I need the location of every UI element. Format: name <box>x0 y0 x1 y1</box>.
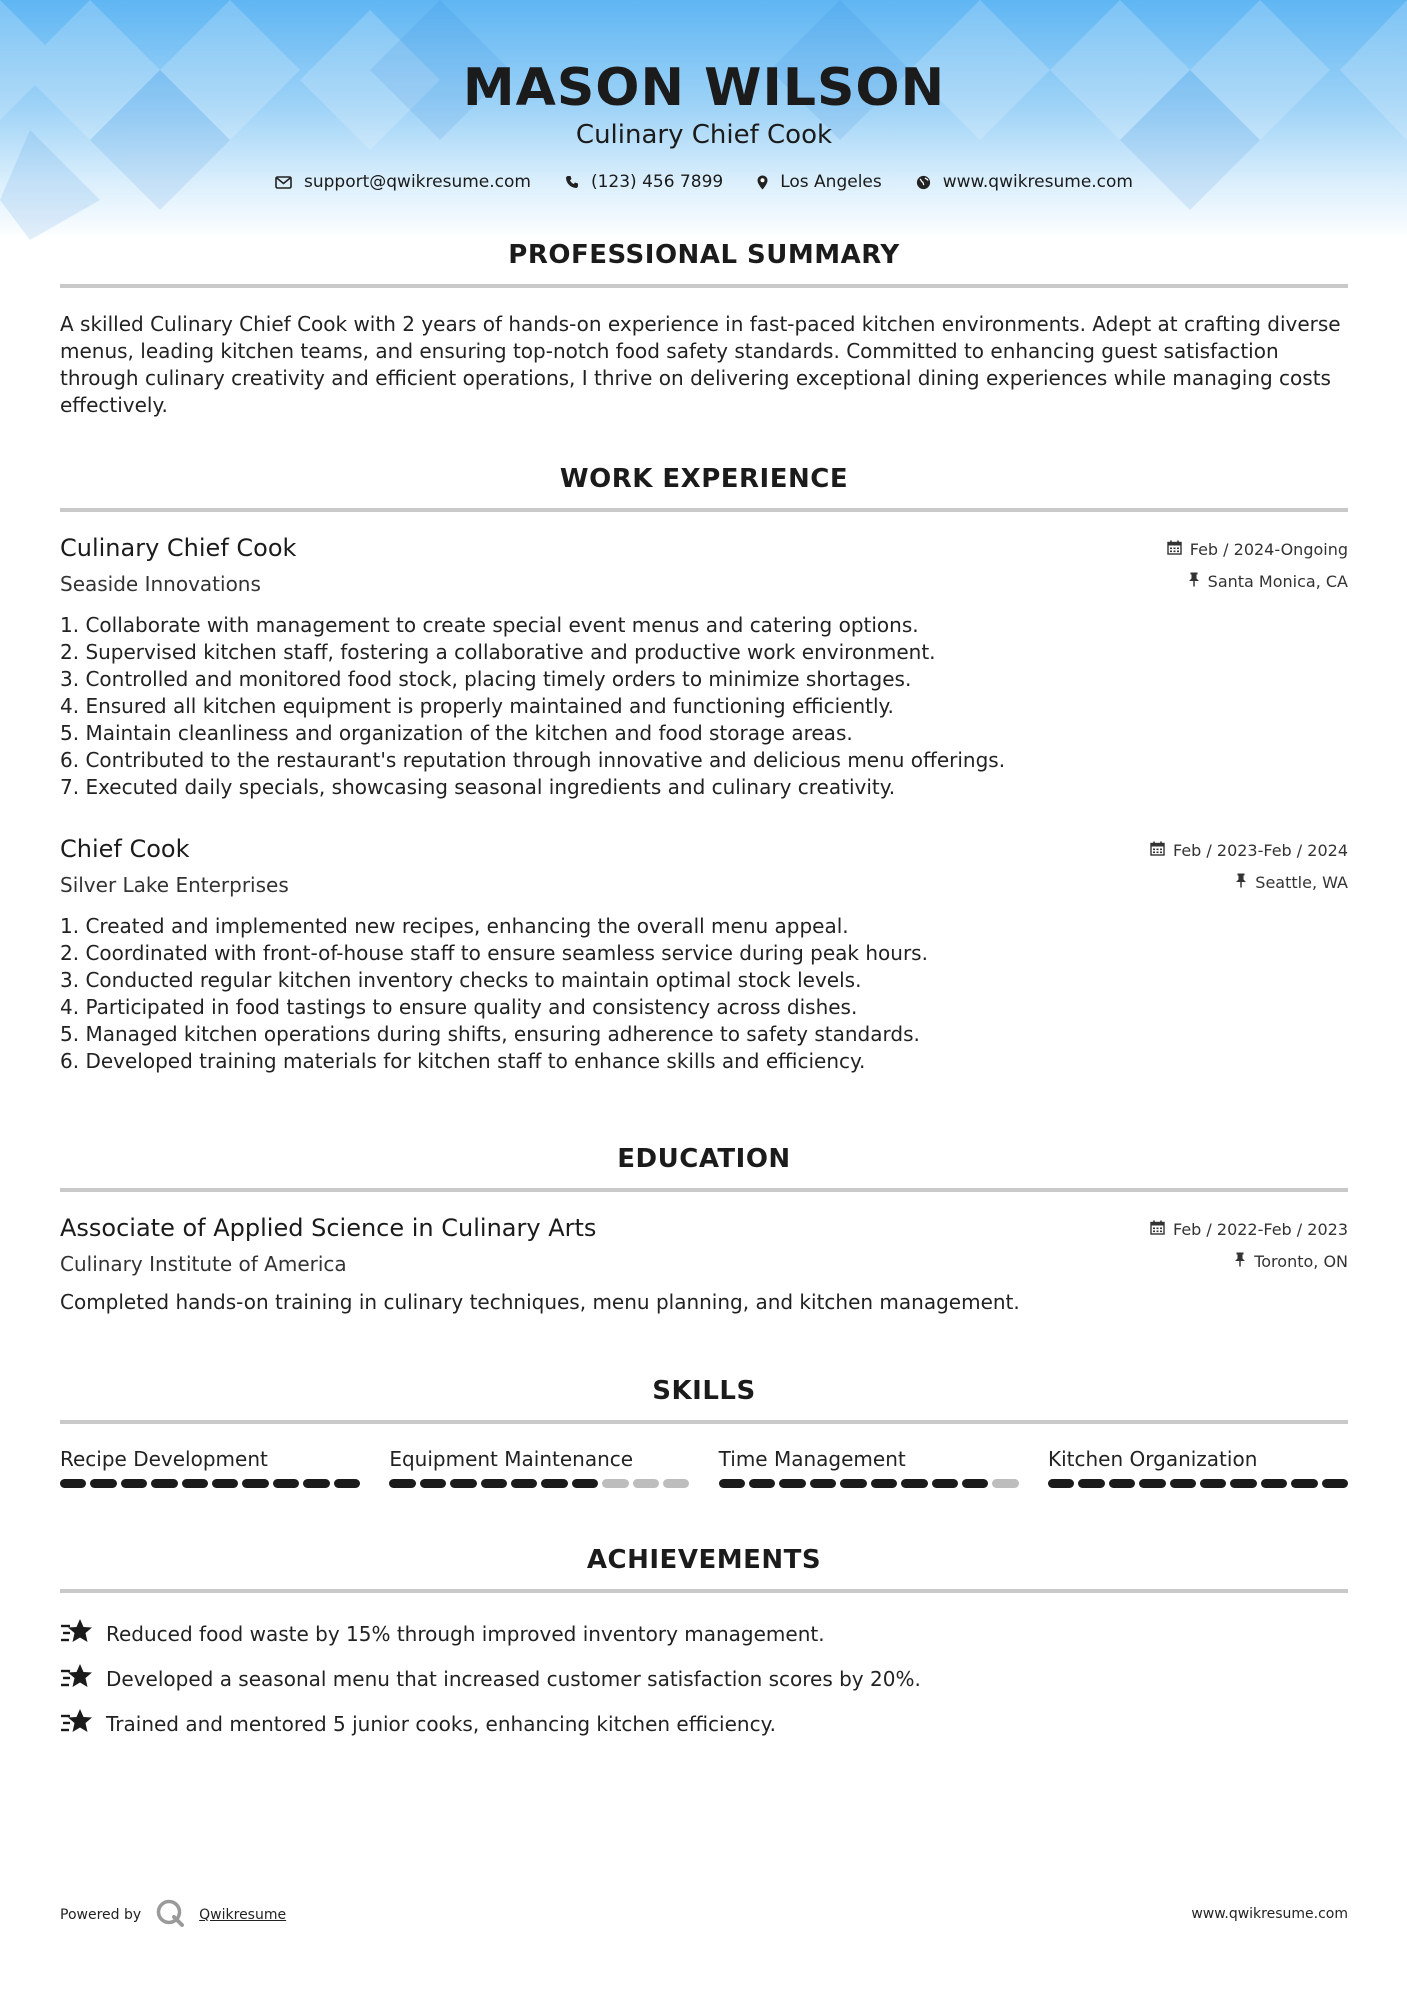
skills-divider <box>60 1420 1348 1424</box>
contact-location <box>757 172 882 192</box>
skill-segment-filled <box>273 1479 299 1488</box>
education-location <box>1234 1252 1348 1271</box>
skill-segment-filled <box>303 1479 329 1488</box>
skill-level-bar <box>389 1479 689 1488</box>
skill-segment-filled <box>1322 1479 1348 1488</box>
powered-by-label: Powered by <box>60 1907 142 1923</box>
qwikresume-link[interactable]: Qwikresume <box>199 1907 287 1923</box>
contact-email[interactable] <box>275 172 531 192</box>
globe-icon <box>916 175 931 190</box>
pushpin-icon <box>1234 1252 1246 1271</box>
job-bullet: 5. Maintain cleanliness and organization of the kitchen and food storage areas. <box>60 721 853 745</box>
contact-bar <box>60 172 1348 192</box>
job-title: Culinary Chief Cook <box>60 534 297 562</box>
skill-item <box>389 1447 689 1488</box>
job-date-text: Feb / 2024-Ongoing <box>1189 540 1348 559</box>
skill-segment-filled <box>242 1479 268 1488</box>
achievement-text: Developed a seasonal menu that increased customer satisfaction scores by 20%. <box>106 1666 921 1691</box>
education-location-text: Toronto, ON <box>1254 1252 1348 1271</box>
calendar-icon <box>1150 1220 1165 1239</box>
job-bullet: 7. Executed daily specials, showcasing seasonal ingredients and culinary creativity. <box>60 775 896 799</box>
skill-segment-filled <box>420 1479 446 1488</box>
skill-name: Time Management <box>718 1447 906 1471</box>
school-name: Culinary Institute of America <box>60 1252 347 1276</box>
skill-segment-filled <box>212 1479 238 1488</box>
map-pin-icon <box>757 175 768 190</box>
skill-item <box>60 1447 360 1488</box>
job-date-text: Feb / 2023-Feb / 2024 <box>1173 841 1348 860</box>
skill-segment-filled <box>1139 1479 1165 1488</box>
achievements-divider <box>60 1589 1348 1593</box>
job-bullet: 4. Participated in food tastings to ensure quality and consistency across dishes. <box>60 995 858 1019</box>
job-bullet: 2. Coordinated with front-of-house staff to ensure seamless service during peak hours. <box>60 941 928 965</box>
achievement-text: Reduced food waste by 15% through improved inventory management. <box>106 1621 825 1646</box>
job-bullets <box>60 913 928 1075</box>
skill-segment-filled <box>1291 1479 1317 1488</box>
skill-item <box>719 1447 1019 1488</box>
skill-segment-filled <box>511 1479 537 1488</box>
job-title: Chief Cook <box>60 835 190 863</box>
envelope-icon <box>275 176 292 189</box>
skill-segment-filled <box>1109 1479 1135 1488</box>
skill-segment-filled <box>871 1479 897 1488</box>
job-bullet: 4. Ensured all kitchen equipment is properly maintained and functioning efficiently. <box>60 694 894 718</box>
calendar-icon <box>1150 841 1165 860</box>
qwikresume-logo-icon <box>155 1898 185 1932</box>
job-bullet: 2. Supervised kitchen staff, fostering a collaborative and productive work environment. <box>60 640 936 664</box>
contact-email-text: support@qwikresume.com <box>304 172 531 192</box>
skill-level-bar <box>60 1479 360 1488</box>
contact-phone-text: (123) 456 7899 <box>590 172 724 192</box>
skill-segment-filled <box>962 1479 988 1488</box>
calendar-icon <box>1167 540 1182 559</box>
summary-text: A skilled Culinary Chief Cook with 2 years of hands-on experience in fast-paced kitchen environments. Adept at crafting diverse menus, leading kitchen teams, and ensuring top-notch food safety standards. Committed to enhancing guest satisfaction through culinary creativity and efficient operations, I thrive on delivering exceptional dining experiences while managing costs effectively. <box>60 312 1341 417</box>
skill-item <box>1048 1447 1348 1488</box>
pushpin-icon <box>1235 873 1247 892</box>
education-description: Completed hands-on training in culinary techniques, menu planning, and kitchen management. <box>60 1290 1020 1314</box>
job-bullet: 6. Developed training materials for kitchen staff to enhance skills and efficiency. <box>60 1049 866 1073</box>
skill-segment-filled <box>749 1479 775 1488</box>
job-bullets <box>60 612 1005 801</box>
skills-heading: SKILLS <box>652 1376 756 1406</box>
phone-icon <box>565 175 579 189</box>
job-location <box>1235 873 1348 892</box>
job-location <box>1188 572 1348 591</box>
candidate-name: MASON WILSON <box>462 58 946 118</box>
skill-segment-filled <box>334 1479 360 1488</box>
job-date <box>1167 540 1348 559</box>
education-date <box>1150 1220 1348 1239</box>
skill-level-bar <box>1048 1479 1348 1488</box>
skill-name: Equipment Maintenance <box>389 1447 634 1471</box>
skill-segment-filled <box>779 1479 805 1488</box>
candidate-title: Culinary Chief Cook <box>575 120 833 150</box>
skill-segment-filled <box>1261 1479 1287 1488</box>
job-location-text: Santa Monica, CA <box>1207 572 1348 591</box>
skill-segment-filled <box>60 1479 86 1488</box>
education-entry <box>60 1214 1348 1324</box>
skills-list <box>60 1447 1348 1488</box>
skill-segment-filled <box>1170 1479 1196 1488</box>
skill-segment-filled <box>901 1479 927 1488</box>
job-entry <box>60 534 1348 804</box>
skill-segment-empty <box>663 1479 689 1488</box>
contact-phone[interactable] <box>565 172 723 192</box>
achievements-heading: ACHIEVEMENTS <box>586 1545 822 1575</box>
achievement-text: Trained and mentored 5 junior cooks, enhancing kitchen efficiency. <box>106 1711 776 1736</box>
contact-location-text: Los Angeles <box>780 172 882 192</box>
job-bullet: 3. Controlled and monitored food stock, placing timely orders to minimize shortages. <box>60 667 912 691</box>
skill-segment-filled <box>1048 1479 1074 1488</box>
skill-segment-filled <box>572 1479 598 1488</box>
skill-segment-filled <box>932 1479 958 1488</box>
summary-divider <box>60 284 1348 288</box>
skill-segment-empty <box>633 1479 659 1488</box>
skill-level-bar <box>719 1479 1019 1488</box>
skill-segment-filled <box>182 1479 208 1488</box>
experience-divider <box>60 508 1348 512</box>
summary-heading: PROFESSIONAL SUMMARY <box>508 240 900 270</box>
achievement-item <box>60 1617 825 1650</box>
job-company: Silver Lake Enterprises <box>60 873 289 897</box>
job-date <box>1150 841 1348 860</box>
skill-segment-filled <box>810 1479 836 1488</box>
star-icon <box>60 1617 94 1650</box>
education-date-text: Feb / 2022-Feb / 2023 <box>1173 1220 1348 1239</box>
skill-segment-filled <box>719 1479 745 1488</box>
job-bullet: 5. Managed kitchen operations during shifts, ensuring adherence to safety standards. <box>60 1022 920 1046</box>
education-divider <box>60 1188 1348 1192</box>
job-bullet: 3. Conducted regular kitchen inventory checks to maintain optimal stock levels. <box>60 968 862 992</box>
star-icon <box>60 1707 94 1740</box>
job-company: Seaside Innovations <box>60 572 261 596</box>
pushpin-icon <box>1188 572 1200 591</box>
skill-segment-filled <box>840 1479 866 1488</box>
contact-website[interactable] <box>916 172 1133 192</box>
skill-segment-filled <box>1200 1479 1226 1488</box>
star-icon <box>60 1662 94 1695</box>
achievement-item <box>60 1662 921 1695</box>
skill-segment-empty <box>992 1479 1018 1488</box>
footer-website[interactable]: www.qwikresume.com <box>1191 1906 1348 1922</box>
skill-segment-filled <box>541 1479 567 1488</box>
contact-website-text: www.qwikresume.com <box>942 172 1133 192</box>
skill-segment-filled <box>389 1479 415 1488</box>
job-entry <box>60 835 1348 1085</box>
skill-segment-filled <box>450 1479 476 1488</box>
skill-name: Kitchen Organization <box>1047 1447 1258 1471</box>
education-heading: EDUCATION <box>617 1144 791 1174</box>
skill-name: Recipe Development <box>60 1447 268 1471</box>
job-bullet: 1. Collaborate with management to create special event menus and catering options. <box>60 613 919 637</box>
skill-segment-filled <box>1230 1479 1256 1488</box>
skill-segment-filled <box>481 1479 507 1488</box>
job-bullet: 1. Created and implemented new recipes, enhancing the overall menu appeal. <box>60 914 849 938</box>
footer-branding <box>60 1898 286 1932</box>
skill-segment-empty <box>602 1479 628 1488</box>
job-bullet: 6. Contributed to the restaurant's reputation through innovative and delicious menu offerings. <box>60 748 1006 772</box>
degree-title: Associate of Applied Science in Culinary Arts <box>60 1214 597 1242</box>
skill-segment-filled <box>151 1479 177 1488</box>
experience-heading: WORK EXPERIENCE <box>559 464 849 494</box>
achievement-item <box>60 1707 776 1740</box>
skill-segment-filled <box>90 1479 116 1488</box>
skill-segment-filled <box>1078 1479 1104 1488</box>
job-location-text: Seattle, WA <box>1255 873 1348 892</box>
skill-segment-filled <box>121 1479 147 1488</box>
